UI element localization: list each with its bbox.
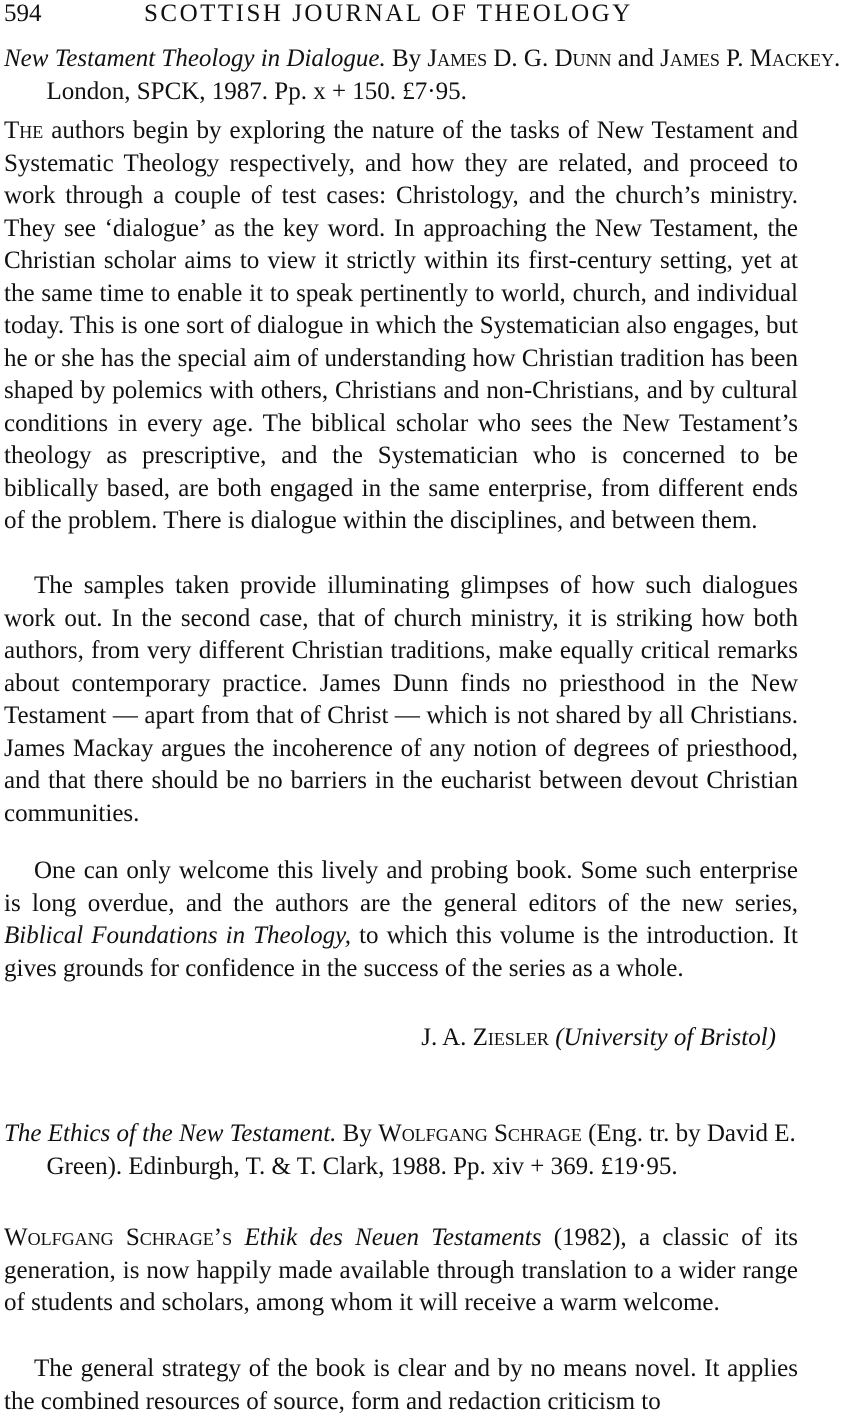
- review2-book-title: The Ethics of the New Testament.: [4, 1120, 337, 1147]
- review1-publication: . London, SPCK, 1987. Pp. x + 150. £7·95.: [46, 45, 841, 105]
- review2-p2-text: The general strategy of the book is clear and by no means novel. It applies the combined resources of source, form and redaction criticism to: [4, 1355, 798, 1415]
- review2-p1-lead: Wolfgang Schrage’s: [4, 1224, 233, 1251]
- review1-by: By: [391, 45, 422, 72]
- review1-author2: James P. Mackey: [660, 45, 835, 72]
- review2-original-title: Ethik des Neuen Testaments: [244, 1224, 542, 1251]
- review2-by: By: [342, 1120, 372, 1147]
- journal-title: SCOTTISH JOURNAL OF THEOLOGY: [144, 0, 633, 27]
- review1-series-title: Biblical Foundations in Theology,: [4, 922, 352, 949]
- review1-citation: [4, 43, 841, 108]
- review1-paragraph-2: [4, 570, 798, 830]
- review1-p3-a: One can only welcome this lively and probing book. Some such enterprise is long overdue, and the authors are the general editors of the new series,: [4, 857, 798, 917]
- review1-paragraph-3: [4, 855, 798, 985]
- reviewer-initials: J. A.: [421, 1024, 467, 1051]
- reviewer-affiliation: (University of Bristol): [555, 1024, 776, 1051]
- review2-publication: (Eng. tr. by David E. Green). Edinburgh, T. & T. Clark, 1988. Pp. xiv + 369. £19·95.: [46, 1120, 796, 1180]
- review2-author: Wolfgang Schrage: [378, 1120, 582, 1147]
- review1-p1-text: authors begin by exploring the nature of the tasks of New Testament and Systematic Theology respectively, and how they are related, and proceed to work through a couple of test cases: Christology, and the church’s ministry. They see ‘dialogue’ as the key word. In approaching the New Testament, the Christian scholar aims to view it strictly within its first-century setting, yet at the same time to enable it to speak pertinently to world, church, and individual today. This is one sort of dialogue in which the Systematician also engages, but he or she has the special aim of understanding how Christian tradition has been shaped by polemics with others, Christians and non-Christians, and by cultural conditions in every age. The biblical scholar who sees the New Testament’s theology as prescriptive, and the Systematician who is concerned to be biblically based, are both engaged in the same enterprise, from different ends of the problem. There is dialogue within the disciplines, and between them.: [4, 117, 798, 534]
- running-header: [0, 0, 800, 32]
- review2-citation: [4, 1118, 841, 1183]
- review1-signature: [421, 1022, 776, 1054]
- review1-p1-lead: The: [4, 117, 44, 144]
- page-number: 594: [4, 0, 42, 27]
- review2-paragraph-2: [4, 1353, 798, 1418]
- review1-p3-b: to which this volume is the introduction. It gives grounds for confidence in the success of the series as a whole.: [4, 922, 799, 982]
- review1-book-title: New Testament Theology in Dialogue.: [4, 45, 386, 72]
- review1-p2-text: The samples taken provide illuminating glimpses of how such dialogues work out. In the second case, that of church ministry, it is striking how both authors, from very different Christian traditions, make equally critical remarks about contemporary practice. James Dunn finds no priesthood in the New Testament — apart from that of Christ — which is not shared by all Christians. James Mackay argues the incoherence of any notion of degrees of priesthood, and that there should be no barriers in the eucharist between devout Christian communities.: [4, 572, 798, 827]
- review1-and: and: [617, 45, 654, 72]
- review1-paragraph-1: [4, 115, 798, 538]
- review2-p1-text: (1982), a classic of its generation, is now happily made available through translation to a wider range of students and scholars, among whom it will receive a warm welcome.: [4, 1224, 799, 1316]
- review1-author1: James D. G. Dunn: [427, 45, 612, 72]
- reviewer-name: Ziesler: [472, 1024, 549, 1051]
- review2-paragraph-1: [4, 1222, 798, 1320]
